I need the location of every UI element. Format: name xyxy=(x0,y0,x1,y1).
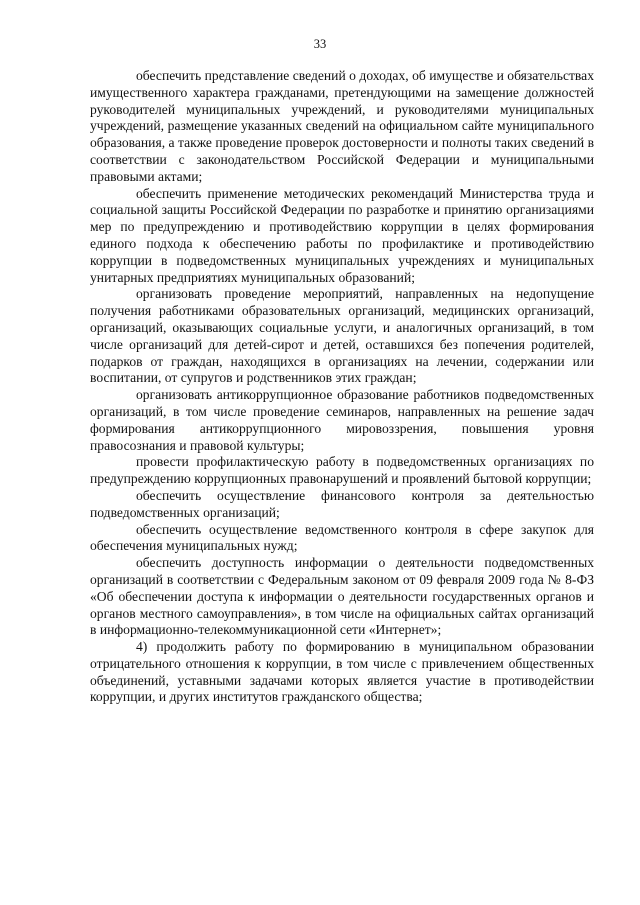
paragraph-property-disclosure: обеспечить представление сведений о доходах, об имуществе и обязательствах имущественного характера гражданами, претендующими на замещение должностей руководителей муниципальных учреждений, и руководителями муниципальных учреждений, размещение указанных сведений на официальном сайте муниципального образования, а также проведение проверок достоверности и полноты таких сведений в соответствии с законодательством Российской Федерации и муниципальными правовыми актами; xyxy=(90,68,594,184)
paragraph-procurement-control: обеспечить осуществление ведомственного контроля в сфере закупок для обеспечения муниципальных нужд; xyxy=(90,521,594,554)
document-body xyxy=(90,68,594,706)
paragraph-financial-control: обеспечить осуществление финансового контроля за деятельностью подведомственных организаций; xyxy=(90,487,594,520)
paragraph-methodological-recommendations: обеспечить применение методических рекомендаций Министерства труда и социальной защиты Российской Федерации по разработке и принятию организациями мер по предупреждению и противодействию коррупции в целях формирования единого подхода к обеспечению работы по профилактике и противодействию коррупции в подведомственных муниципальных учреждениях и муниципальных унитарных предприятиях муниципальных образований; xyxy=(90,185,594,285)
page-number: 33 xyxy=(313,37,327,51)
paragraph-preventive-work: провести профилактическую работу в подведомственных организациях по предупреждению коррупционных правонарушений и проявлений бытовой коррупции; xyxy=(90,454,594,487)
paragraph-item-4-public-attitude: 4) продолжить работу по формированию в муниципальном образовании отрицательного отношения к коррупции, в том числе с привлечением общественных объединений, уставными задачами которых является участие в противодействии коррупции, и других институтов гражданского общества; xyxy=(90,639,594,705)
paragraph-information-access: обеспечить доступность информации о деятельности подведомственных организаций в соответствии с Федеральным законом от 09 февраля 2009 года № 8-ФЗ «Об обеспечении доступа к информации о деятельности государственных органов и органов местного самоуправления», в том числе на официальных сайтах организаций в информационно-телекоммуникационной сети «Интернет»; xyxy=(90,555,594,638)
paragraph-anticorruption-education: организовать антикоррупционное образование работников подведомственных организаций, в том числе проведение семинаров, направленных на решение задач формирования антикоррупционного мировоззрения, повышения уровня правосознания и правовой культуры; xyxy=(90,387,594,453)
paragraph-gift-prevention: организовать проведение мероприятий, направленных на недопущение получения работниками образовательных организаций, медицинских организаций, организаций, оказывающих социальные услуги, и аналогичных организаций, в том числе организаций для детей-сирот и детей, оставшихся без попечения родителей, подарков от граждан, находящихся в организациях на лечении, содержании или воспитании, от супругов и родственников этих граждан; xyxy=(90,286,594,386)
